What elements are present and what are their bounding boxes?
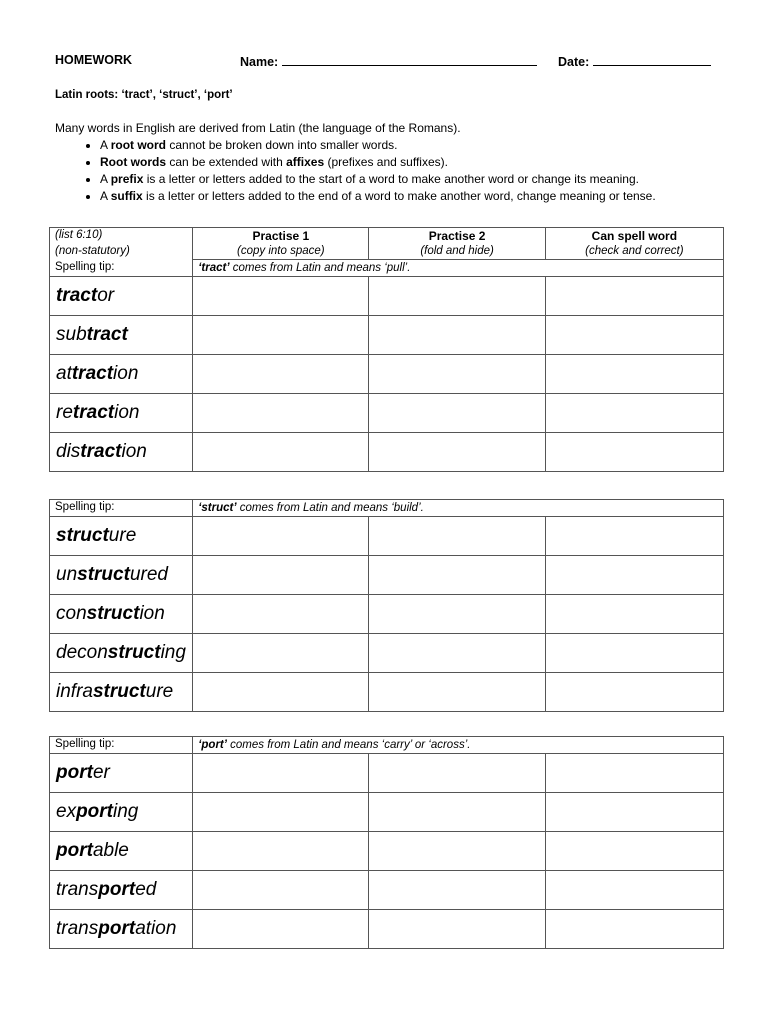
can-spell-cell[interactable] xyxy=(545,433,723,472)
date-line[interactable] xyxy=(593,53,711,66)
practise2-cell[interactable] xyxy=(369,355,545,394)
intro xyxy=(55,120,745,205)
spelling-word: transported xyxy=(50,871,193,910)
practise1-cell[interactable] xyxy=(193,556,369,595)
practise2-cell[interactable] xyxy=(369,871,545,910)
practise1-cell[interactable] xyxy=(193,634,369,673)
spelling-word: subtract xyxy=(50,316,193,355)
tip-root: ‘tract’ xyxy=(198,262,230,274)
word-row xyxy=(50,433,724,472)
can-spell-cell[interactable] xyxy=(545,754,723,793)
word-row xyxy=(50,277,724,316)
spelling-word: infrastructure xyxy=(50,673,193,712)
practise2-cell[interactable] xyxy=(369,634,545,673)
can-spell-cell[interactable] xyxy=(545,871,723,910)
spelling-tip: ‘tract’ comes from Latin and means ‘pull’. xyxy=(193,260,724,277)
date-field[interactable] xyxy=(558,53,711,69)
spelling-word: retraction xyxy=(50,394,193,433)
intro-lead: Many words in English are derived from Latin (the language of the Romans). xyxy=(55,121,461,135)
can-spell-cell[interactable] xyxy=(545,595,723,634)
practise2-cell[interactable] xyxy=(369,316,545,355)
bullet-root-word: • A root word cannot be broken down into smaller words. xyxy=(100,137,745,154)
practise1-cell[interactable] xyxy=(193,595,369,634)
practise1-cell[interactable] xyxy=(193,433,369,472)
name-label: Name: xyxy=(240,55,279,69)
spelling-word: deconstructing xyxy=(50,634,193,673)
practise2-cell[interactable] xyxy=(369,754,545,793)
word-row xyxy=(50,556,724,595)
header xyxy=(55,53,720,73)
word-row xyxy=(50,871,724,910)
practise1-sub: (copy into space) xyxy=(193,244,369,260)
practise2-cell[interactable] xyxy=(369,277,545,316)
spelling-tip: ‘port’ comes from Latin and means ‘carry’ or ‘across’. xyxy=(193,737,724,754)
practise1-cell[interactable] xyxy=(193,394,369,433)
can-spell-cell[interactable] xyxy=(545,793,723,832)
word-row xyxy=(50,832,724,871)
practise2-cell[interactable] xyxy=(369,394,545,433)
spelling-word: unstructured xyxy=(50,556,193,595)
list-sub-label: (non-statutory) xyxy=(50,244,193,260)
name-line[interactable] xyxy=(282,53,537,66)
can-spell-cell[interactable] xyxy=(545,556,723,595)
struct-table xyxy=(49,499,724,712)
word-row xyxy=(50,910,724,949)
practise2-cell[interactable] xyxy=(369,832,545,871)
bullet-suffix: • A suffix is a letter or letters added to the end of a word to make another word, change meaning or tense. xyxy=(100,188,745,205)
bullet-prefix: • A prefix is a letter or letters added to the start of a word to make another word or change its meaning. xyxy=(100,171,745,188)
practise2-cell[interactable] xyxy=(369,595,545,634)
practise1-cell[interactable] xyxy=(193,754,369,793)
spelling-word: structure xyxy=(50,517,193,556)
can-spell-cell[interactable] xyxy=(545,355,723,394)
practise2-header: Practise 2 xyxy=(369,228,545,245)
spelling-word: construction xyxy=(50,595,193,634)
practise1-cell[interactable] xyxy=(193,910,369,949)
word-row xyxy=(50,595,724,634)
can-spell-cell[interactable] xyxy=(545,277,723,316)
intro-bullets xyxy=(55,137,745,205)
name-field[interactable] xyxy=(240,53,537,69)
word-row xyxy=(50,517,724,556)
word-row xyxy=(50,316,724,355)
practise1-header: Practise 1 xyxy=(193,228,369,245)
can-spell-header: Can spell word xyxy=(545,228,723,245)
spelling-word: porter xyxy=(50,754,193,793)
tract-table xyxy=(49,227,724,472)
spelling-word: portable xyxy=(50,832,193,871)
spelling-tip-label: Spelling tip: xyxy=(50,737,193,754)
practise1-cell[interactable] xyxy=(193,316,369,355)
port-table xyxy=(49,736,724,949)
practise1-cell[interactable] xyxy=(193,517,369,556)
can-spell-cell[interactable] xyxy=(545,634,723,673)
can-spell-cell[interactable] xyxy=(545,832,723,871)
spelling-word: tractor xyxy=(50,277,193,316)
practise2-sub: (fold and hide) xyxy=(369,244,545,260)
practise1-cell[interactable] xyxy=(193,832,369,871)
word-row xyxy=(50,394,724,433)
subtitle: Latin roots: ‘tract’, ‘struct’, ‘port’ xyxy=(55,89,233,101)
word-row xyxy=(50,355,724,394)
practise2-cell[interactable] xyxy=(369,517,545,556)
practise1-cell[interactable] xyxy=(193,871,369,910)
word-row xyxy=(50,673,724,712)
practise1-cell[interactable] xyxy=(193,355,369,394)
can-spell-cell[interactable] xyxy=(545,517,723,556)
can-spell-cell[interactable] xyxy=(545,316,723,355)
date-label: Date: xyxy=(558,55,590,69)
spelling-tip: ‘struct’ comes from Latin and means ‘build’. xyxy=(193,500,724,517)
spelling-word: exporting xyxy=(50,793,193,832)
can-spell-sub: (check and correct) xyxy=(545,244,723,260)
bullet-root-words: • Root words can be extended with affixes (prefixes and suffixes). xyxy=(100,154,745,171)
spelling-word: transportation xyxy=(50,910,193,949)
tip-root: ‘port’ xyxy=(198,739,227,751)
practise1-cell[interactable] xyxy=(193,793,369,832)
list-label: (list 6:10) xyxy=(50,228,193,245)
word-row xyxy=(50,754,724,793)
tip-root: ‘struct’ xyxy=(198,502,237,514)
practise2-cell[interactable] xyxy=(369,673,545,712)
practise1-cell[interactable] xyxy=(193,277,369,316)
practise1-cell[interactable] xyxy=(193,673,369,712)
spelling-tip-label: Spelling tip: xyxy=(50,500,193,517)
spelling-word: attraction xyxy=(50,355,193,394)
homework-title: HOMEWORK xyxy=(55,53,133,67)
practise2-cell[interactable] xyxy=(369,910,545,949)
word-row xyxy=(50,634,724,673)
word-row xyxy=(50,793,724,832)
practise2-cell[interactable] xyxy=(369,433,545,472)
can-spell-cell[interactable] xyxy=(545,910,723,949)
can-spell-cell[interactable] xyxy=(545,394,723,433)
can-spell-cell[interactable] xyxy=(545,673,723,712)
spelling-word: distraction xyxy=(50,433,193,472)
spelling-tip-label: Spelling tip: xyxy=(50,260,193,277)
practise2-cell[interactable] xyxy=(369,556,545,595)
practise2-cell[interactable] xyxy=(369,793,545,832)
